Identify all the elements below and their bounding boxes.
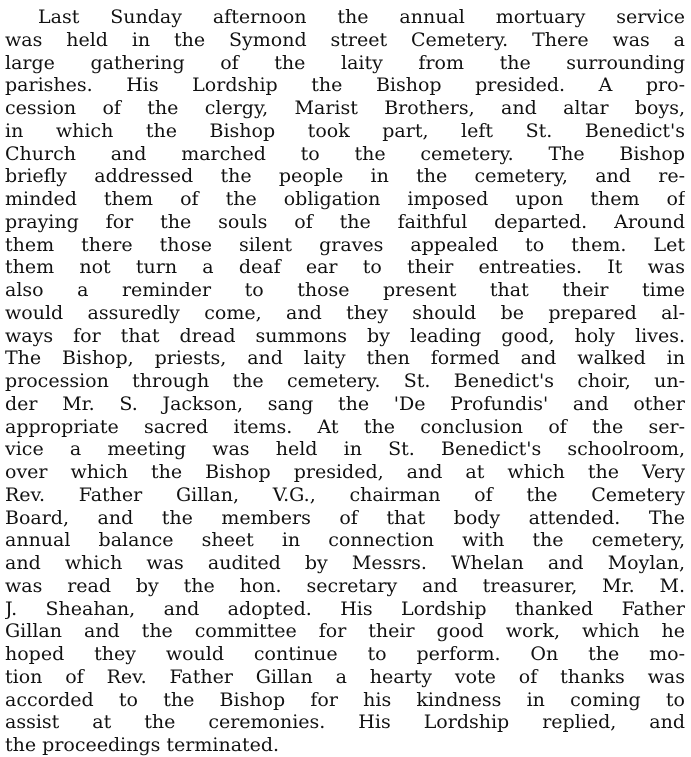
article-line: them not turn a deaf ear to their entreaties. It was [5,256,685,279]
article-line: procession through the cemetery. St. Benedict's choir, un- [5,370,685,392]
article-line: vice a meeting was held in St. Benedict's schoolroom, [5,438,685,461]
article-line: annual balance sheet in connection with the cemetery, [5,529,685,552]
article-line: assist at the ceremonies. His Lordship replied, and [5,711,685,734]
article-line: over which the Bishop presided, and at which the Very [5,461,685,483]
article-line: minded them of the obligation imposed upon them of [5,188,685,210]
article-line: hoped they would continue to perform. On the mo- [5,643,685,665]
article-line: large gathering of the laity from the surrounding [5,51,685,74]
article-line: praying for the souls of the faithful departed. Around [5,210,685,233]
article-line: was read by the hon. secretary and treasurer, Mr. M. [5,574,685,597]
article-line: them there those silent graves appealed to them. Let [5,233,685,256]
article-line: The Bishop, priests, and laity then formed and walked in [5,347,685,370]
article-line: cession of the clergy, Marist Brothers, and altar boys, [5,97,685,119]
article-line: and which was audited by Messrs. Whelan and Moylan, [5,552,685,574]
article-line: Last Sunday afternoon the annual mortuary service [38,6,685,28]
article-line: Rev. Father Gillan, V.G., chairman of the Cemetery [5,483,685,506]
article-line: in which the Bishop took part, left St. Benedict's [5,119,685,142]
article-line: Gillan and the committee for their good work, which he [5,620,685,643]
article-line: the proceedings terminated. [5,734,280,756]
article-line: Church and marched to the cemetery. The Bishop [5,142,685,165]
article-line: parishes. His Lordship the Bishop presided. A pro- [5,74,685,97]
article-line: der Mr. S. Jackson, sang the 'De Profundis' and other [5,392,685,415]
article-line: also a reminder to those present that their time [5,279,685,301]
article-line: would assuredly come, and they should be prepared al- [5,301,685,324]
article-line: J. Sheahan, and adopted. His Lordship thanked Father [5,597,685,620]
article-line: ways for that dread summons by leading good, holy lives. [5,324,685,347]
article-line: was held in the Symond street Cemetery. There was a [5,28,685,51]
article-line: Board, and the members of that body attended. The [5,506,685,529]
article-line: briefly addressed the people in the cemetery, and re- [5,165,685,188]
article-line: accorded to the Bishop for his kindness in coming to [5,688,685,711]
article-line: tion of Rev. Father Gillan a hearty vote of thanks was [5,665,685,688]
article-line: appropriate sacred items. At the conclusion of the ser- [5,415,685,438]
